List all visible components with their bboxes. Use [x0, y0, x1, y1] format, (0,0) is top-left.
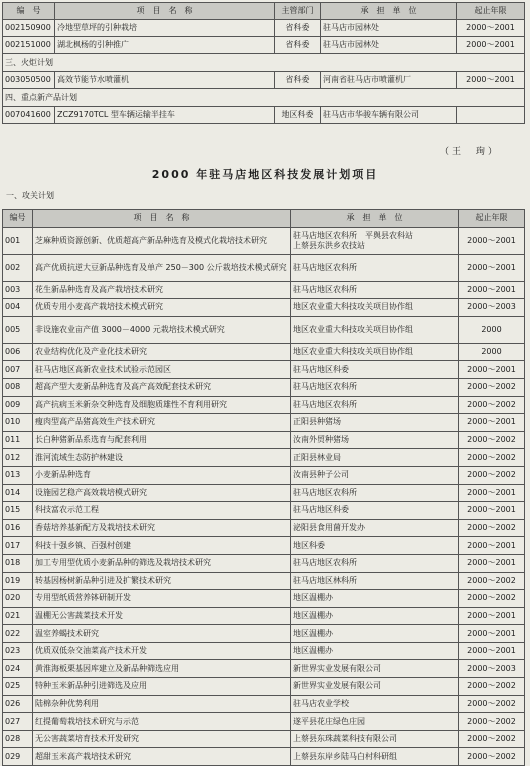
cell-years: 2000～2002 — [459, 713, 525, 731]
table-row — [3, 625, 525, 643]
cell-years: 2000～2002 — [459, 519, 525, 537]
cell-code: 021 — [3, 607, 33, 625]
cell-unit: 驻马店地区农科所 — [291, 378, 459, 396]
cell-unit: 上蔡县东珠蔬菜科技有限公司 — [291, 730, 459, 748]
cell-years-header: 起止年限 — [459, 210, 525, 228]
cell-years: 2000～2001 — [459, 502, 525, 520]
cell-unit: 地区科委 — [291, 537, 459, 555]
cell-code: 012 — [3, 449, 33, 467]
cell-years: 2000～2002 — [459, 378, 525, 396]
table-row — [3, 378, 525, 396]
cell-unit: 驻马店农业学校 — [291, 695, 459, 713]
cell-unit: 地区温棚办 — [291, 625, 459, 643]
cell-dept: 省科委 — [275, 20, 321, 37]
cell-code: 013 — [3, 466, 33, 484]
cell-project: 优质专用小麦高产栽培技术模式研究 — [33, 299, 291, 317]
cell-years: 2000～2001 — [459, 607, 525, 625]
table-row — [3, 396, 525, 414]
cell-project: 芝麻种质资源创新、优质超高产新品种选育及模式化栽培技术研究 — [33, 227, 291, 254]
cell-unit: 地区农业重大科技攻关项目协作组 — [291, 316, 459, 343]
cell-unit: 驻马店市园林处 — [321, 20, 457, 37]
cell-code: 016 — [3, 519, 33, 537]
cell-unit-header: 承 担 单 位 — [291, 210, 459, 228]
cell-project: 超高产型大麦新品种选育及高产高效配套技术研究 — [33, 378, 291, 396]
cell-project: 香菇培养基新配方及栽培技术研究 — [33, 519, 291, 537]
cell-project-header: 项 目 名 称 — [33, 210, 291, 228]
section-label: 四、重点新产品计划 — [3, 89, 525, 107]
cell-years: 2000 — [459, 316, 525, 343]
cell-code: 009 — [3, 396, 33, 414]
cell-code: 001 — [3, 227, 33, 254]
cell-unit: 上蔡县东岸乡陆马白村科研组 — [291, 748, 459, 766]
cell-unit: 汝南外贸种猪场 — [291, 431, 459, 449]
cell-unit: 正阳县林业局 — [291, 449, 459, 467]
cell-code: 026 — [3, 695, 33, 713]
cell-project-header: 项 目 名 称 — [55, 3, 275, 20]
cell-code: 022 — [3, 625, 33, 643]
cell-code: 002151000 — [3, 37, 55, 54]
table-row — [3, 431, 525, 449]
cell-years: 2000～2001 — [457, 37, 525, 54]
table-row — [3, 607, 525, 625]
cell-project: 优质双低杂交油菜高产技术开发 — [33, 642, 291, 660]
table-row — [3, 20, 525, 37]
cell-years — [457, 107, 525, 124]
cell-unit: 驻马店地区农科所 — [291, 554, 459, 572]
cell-code: 003 — [3, 281, 33, 299]
cell-code: 029 — [3, 748, 33, 766]
table-row — [3, 572, 525, 590]
cell-project: 花生新品种选育及高产栽培技术研究 — [33, 281, 291, 299]
cell-unit: 地区农业重大科技攻关项目协作组 — [291, 343, 459, 361]
cell-project: 无公害蔬菜培育技术开发研究 — [33, 730, 291, 748]
main-table — [2, 209, 525, 766]
table-row — [3, 316, 525, 343]
cell-code-header: 编 号 — [3, 3, 55, 20]
cell-years: 2000～2002 — [459, 396, 525, 414]
table-row — [3, 107, 525, 124]
table-row — [3, 554, 525, 572]
table-row — [3, 748, 525, 766]
table-row — [3, 642, 525, 660]
cell-code: 027 — [3, 713, 33, 731]
cell-project: 淮河流域生态防护林建设 — [33, 449, 291, 467]
cell-project: ZCZ9170TCL 型车辆运输半挂车 — [55, 107, 275, 124]
section-row — [3, 89, 525, 107]
cell-code: 005 — [3, 316, 33, 343]
cell-years: 2000～2002 — [459, 466, 525, 484]
cell-unit: 驻马店地区农科所 — [291, 254, 459, 281]
table-row — [3, 519, 525, 537]
author-note: （王 珣） — [439, 147, 500, 157]
cell-project: 专用型纸质营养钵研制开发 — [33, 590, 291, 608]
cell-project: 驻马店地区高新农业技术试验示范园区 — [33, 361, 291, 379]
cell-code: 004 — [3, 299, 33, 317]
cell-unit: 驻马店市园林处 — [321, 37, 457, 54]
cell-unit: 地区温棚办 — [291, 590, 459, 608]
cell-years: 2000～2002 — [459, 449, 525, 467]
cell-years: 2000～2001 — [459, 254, 525, 281]
cell-years: 2000～2002 — [459, 431, 525, 449]
cell-unit: 驻马店地区农科所 — [291, 396, 459, 414]
cell-code: 010 — [3, 414, 33, 432]
cell-project: 特种玉米新品种引进筛选及应用 — [33, 678, 291, 696]
table-row — [3, 343, 525, 361]
table-row — [3, 713, 525, 731]
cell-years: 2000～2001 — [459, 642, 525, 660]
table-row — [3, 37, 525, 54]
cell-project: 超甜玉米高产栽培技术研究 — [33, 748, 291, 766]
cell-project: 瘦肉型高产品猪高效生产技术研究 — [33, 414, 291, 432]
cell-project: 非设施农业亩产值 3000－4000 元栽培技术模式研究 — [33, 316, 291, 343]
table-row — [3, 695, 525, 713]
table-row — [3, 502, 525, 520]
cell-project: 黄淮海板栗基因库建立及新品种筛选应用 — [33, 660, 291, 678]
table-row — [3, 227, 525, 254]
cell-project: 农业结构优化及产业化技术研究 — [33, 343, 291, 361]
cell-project: 小麦新品种选育 — [33, 466, 291, 484]
cell-years: 2000～2002 — [459, 730, 525, 748]
cell-code: 018 — [3, 554, 33, 572]
cell-years: 2000～2001 — [459, 537, 525, 555]
cell-unit-header: 承 担 单 位 — [321, 3, 457, 20]
cell-project: 设施园艺稳产高效栽培模式研究 — [33, 484, 291, 502]
cell-unit: 驻马店地区农科所 — [291, 484, 459, 502]
cell-years: 2000～2002 — [459, 572, 525, 590]
cell-years: 2000～2003 — [459, 660, 525, 678]
cell-code: 020 — [3, 590, 33, 608]
cell-unit: 驻马店地区农科所 — [291, 281, 459, 299]
cell-project: 科技十强乡镇、百强村创建 — [33, 537, 291, 555]
table-row — [3, 730, 525, 748]
cell-code: 002150900 — [3, 20, 55, 37]
cell-code: 002 — [3, 254, 33, 281]
cell-years: 2000～2001 — [459, 625, 525, 643]
cell-unit: 地区温棚办 — [291, 642, 459, 660]
cell-years: 2000～2001 — [459, 361, 525, 379]
cell-unit: 新世界实业发展有限公司 — [291, 678, 459, 696]
cell-code: 025 — [3, 678, 33, 696]
cell-project: 科技富农示范工程 — [33, 502, 291, 520]
cell-unit: 正阳县种猪场 — [291, 414, 459, 432]
cell-project: 长白种猪新品系选育与配套利用 — [33, 431, 291, 449]
cell-project: 冷地型草坪的引种栽培 — [55, 20, 275, 37]
cell-code: 003050500 — [3, 72, 55, 89]
table-row — [3, 449, 525, 467]
cell-years: 2000～2003 — [459, 299, 525, 317]
table-row — [3, 254, 525, 281]
cell-years: 2000～2001 — [457, 72, 525, 89]
cell-project: 温棚无公害蔬菜技术开发 — [33, 607, 291, 625]
cell-unit: 地区温棚办 — [291, 607, 459, 625]
cell-years: 2000～2001 — [459, 554, 525, 572]
table-row — [3, 361, 525, 379]
cell-code: 014 — [3, 484, 33, 502]
cell-code: 019 — [3, 572, 33, 590]
header-row — [3, 3, 525, 20]
cell-years: 2000～2001 — [459, 281, 525, 299]
cell-code: 006 — [3, 343, 33, 361]
cell-years: 2000～2002 — [459, 678, 525, 696]
table-row — [3, 537, 525, 555]
cell-project: 湖北枫杨的引种推广 — [55, 37, 275, 54]
cell-dept: 省科委 — [275, 72, 321, 89]
table-row — [3, 466, 525, 484]
cell-project: 转基因杨树新品种引进及扩繁技术研究 — [33, 572, 291, 590]
cell-unit: 河南省驻马店市喷灌机厂 — [321, 72, 457, 89]
table-row — [3, 678, 525, 696]
cell-dept-header: 主管部门 — [275, 3, 321, 20]
cell-code: 008 — [3, 378, 33, 396]
cell-years: 2000～2002 — [459, 590, 525, 608]
table-row — [3, 299, 525, 317]
cell-project: 温室养蝎技术研究 — [33, 625, 291, 643]
cell-unit: 遂平县花庄绿色庄园 — [291, 713, 459, 731]
page-title: 2000 年驻马店地区科技发展计划项目 — [151, 168, 379, 181]
cell-project: 陆棉杂种优势利用 — [33, 695, 291, 713]
cell-unit: 驻马店地区科委 — [291, 361, 459, 379]
cell-years: 2000～2001 — [459, 227, 525, 254]
cell-years: 2000～2002 — [459, 695, 525, 713]
table-row — [3, 281, 525, 299]
cell-code: 011 — [3, 431, 33, 449]
cell-years: 2000～2001 — [457, 20, 525, 37]
cell-years: 2000～2001 — [459, 484, 525, 502]
cell-unit: 泌阳县食用菌开发办 — [291, 519, 459, 537]
cell-unit: 驻马店地区科委 — [291, 502, 459, 520]
section-label: 三、火炬计划 — [3, 54, 525, 72]
cell-years: 2000～2002 — [459, 748, 525, 766]
cell-code: 028 — [3, 730, 33, 748]
cell-project: 高效节能节水喷灌机 — [55, 72, 275, 89]
cell-unit: 汝南县种子公司 — [291, 466, 459, 484]
cell-project: 高产优质抗逆大豆新品种选育及单产 250－300 公斤栽培技术模式研究 — [33, 254, 291, 281]
cell-code: 007 — [3, 361, 33, 379]
cell-code: 024 — [3, 660, 33, 678]
section-row — [3, 54, 525, 72]
cell-years: 2000 — [459, 343, 525, 361]
cell-code: 007041600 — [3, 107, 55, 124]
table-row — [3, 660, 525, 678]
table-row — [3, 72, 525, 89]
cell-code-header: 编号 — [3, 210, 33, 228]
cell-project: 高产抗病玉米新杂交种选育及细胞质雄性不育利用研究 — [33, 396, 291, 414]
cell-code: 015 — [3, 502, 33, 520]
table-row — [3, 590, 525, 608]
section-heading: 一、攻关计划 — [6, 191, 54, 200]
cell-unit: 驻马店地区林科所 — [291, 572, 459, 590]
table-row — [3, 484, 525, 502]
cell-code: 017 — [3, 537, 33, 555]
cell-dept: 地区科委 — [275, 107, 321, 124]
cell-project: 加工专用型优质小麦新品种的筛选及栽培技术研究 — [33, 554, 291, 572]
top-table — [2, 2, 525, 124]
cell-unit: 地区农业重大科技攻关项目协作组 — [291, 299, 459, 317]
table-row — [3, 414, 525, 432]
cell-unit: 新世界实业发展有限公司 — [291, 660, 459, 678]
header-row — [3, 210, 525, 228]
cell-unit: 驻马店地区农科所 平舆县农科站 上蔡县东洪乡农技站 — [291, 227, 459, 254]
cell-years-header: 起止年限 — [457, 3, 525, 20]
cell-years: 2000～2001 — [459, 414, 525, 432]
cell-dept: 省科委 — [275, 37, 321, 54]
cell-project: 红提葡萄栽培技术研究与示范 — [33, 713, 291, 731]
cell-code: 023 — [3, 642, 33, 660]
cell-unit: 驻马店市华骏车辆有限公司 — [321, 107, 457, 124]
